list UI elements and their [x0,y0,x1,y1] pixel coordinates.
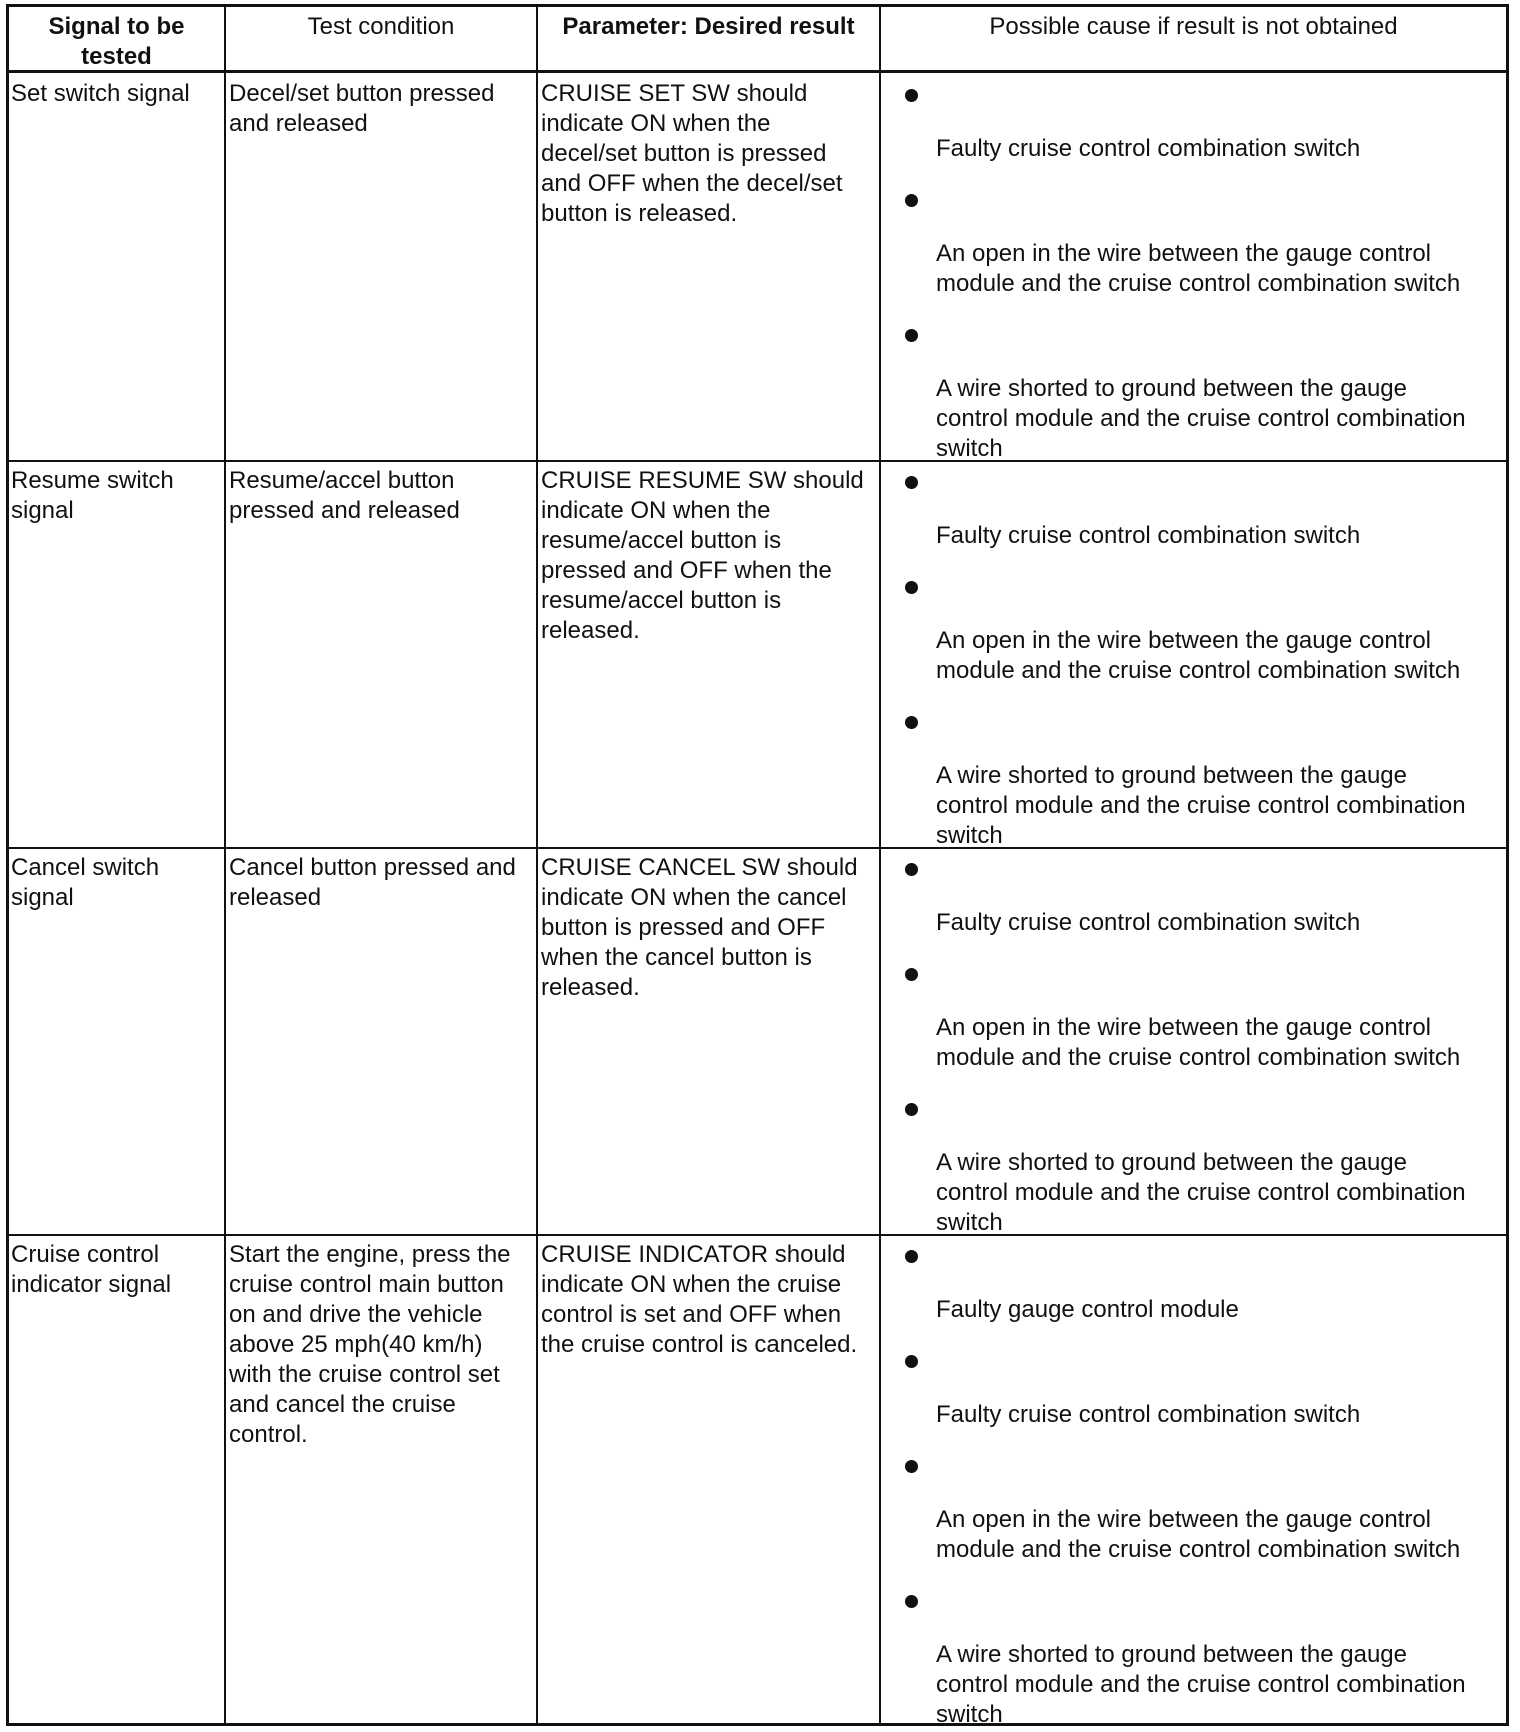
cause-item [936,1013,1460,1073]
text-line: Decel/set button pressed [229,80,495,107]
text-line: and cancel the cruise [229,1391,456,1418]
text-line: An open in the wire between the gauge control [936,240,1432,267]
text-line: Cancel button pressed and [229,854,516,881]
cause-item [936,1295,1239,1325]
row-1-signal [11,79,223,109]
cause-item [936,626,1460,686]
header-signal-label: Signal to be tested [48,13,185,70]
header-result [538,12,879,42]
bullet-icon [905,716,918,729]
text-line: button is pressed and OFF [541,914,826,941]
text-line: CRUISE SET SW should [541,80,808,107]
row-3-signal [11,853,223,913]
text-line: when the cancel button is [541,944,812,971]
text-line: pressed and released [229,497,460,524]
row-1-condition [229,79,534,139]
text-line: An open in the wire between the gauge control [936,1014,1432,1041]
row-2-result [541,466,877,646]
bullet-icon [905,89,918,102]
text-line: cruise control main button [229,1271,504,1298]
text-line: CRUISE RESUME SW should [541,467,864,494]
cause-item [936,1505,1460,1565]
row-4-signal [11,1240,223,1300]
row-2-condition [229,466,534,526]
text-line: module and the cruise control combination switch [936,1536,1461,1563]
bullet-icon [905,1250,918,1263]
header-condition-label: Test condition [307,13,455,40]
header-result-label: Parameter: Desired result [562,13,855,40]
text-line: Faulty cruise control combination switch [936,909,1361,936]
text-line: on and drive the vehicle [229,1301,483,1328]
text-line: Cancel switch [11,854,160,881]
text-line: indicator signal [11,1271,172,1298]
text-line: CRUISE INDICATOR should [541,1241,846,1268]
cause-item [936,239,1460,299]
text-line: An open in the wire between the gauge control [936,627,1432,654]
diagnostic-table [6,4,1509,1726]
text-line: with the cruise control set [229,1361,500,1388]
row-2-signal [11,466,223,526]
text-line: and OFF when the decel/set [541,170,843,197]
text-line: indicate ON when the cancel [541,884,847,911]
header-cause-label: Possible cause if result is not obtained [989,13,1398,40]
text-line: released [229,884,322,911]
text-line: A wire shorted to ground between the gauge [936,762,1407,789]
bullet-icon [905,581,918,594]
bullet-icon [905,968,918,981]
text-line: module and the cruise control combination switch [936,270,1461,297]
text-line: Faulty cruise control combination switch [936,1401,1361,1428]
row-4-condition [229,1240,534,1450]
text-line: indicate ON when the [541,497,771,524]
row-3-condition [229,853,534,913]
text-line: button is released. [541,200,738,227]
text-line: resume/accel button is [541,527,782,554]
text-line: Resume switch [11,467,174,494]
text-line: Faulty cruise control combination switch [936,135,1361,162]
text-line: Faulty cruise control combination switch [936,522,1361,549]
text-line: released. [541,617,640,644]
cause-item [936,908,1360,938]
text-line: control module and the cruise control combination [936,1671,1466,1698]
cause-item [936,1400,1360,1430]
text-line: Faulty gauge control module [936,1296,1239,1323]
bullet-icon [905,1355,918,1368]
text-line: and released [229,110,368,137]
text-line: control. [229,1421,308,1448]
header-cause [881,12,1506,42]
header-signal [9,12,224,72]
column-divider [224,7,226,1723]
text-line: A wire shorted to ground between the gauge [936,1149,1407,1176]
text-line: decel/set button is pressed [541,140,827,167]
column-divider [879,7,881,1723]
cause-item [936,1640,1466,1730]
text-line: A wire shorted to ground between the gauge [936,375,1407,402]
header-divider [9,70,1506,73]
text-line: A wire shorted to ground between the gauge [936,1641,1407,1668]
bullet-icon [905,1595,918,1608]
row-3-result [541,853,877,1003]
cause-item [936,521,1360,551]
text-line: control is set and OFF when [541,1301,842,1328]
text-line: pressed and OFF when the [541,557,832,584]
text-line: switch [936,435,1003,462]
bullet-icon [905,863,918,876]
cause-item [936,761,1466,851]
text-line: An open in the wire between the gauge control [936,1506,1432,1533]
text-line: control module and the cruise control combination [936,405,1466,432]
text-line: switch [936,822,1003,849]
text-line: switch [936,1701,1003,1728]
bullet-icon [905,329,918,342]
row-1-result [541,79,877,229]
text-line: CRUISE CANCEL SW should [541,854,858,881]
text-line: indicate ON when the [541,110,771,137]
text-line: module and the cruise control combination switch [936,657,1461,684]
cause-item [936,134,1360,164]
bullet-icon [905,1103,918,1116]
text-line: Cruise control [11,1241,160,1268]
cause-item [936,1148,1466,1238]
header-condition [226,12,536,42]
text-line: module and the cruise control combination switch [936,1044,1461,1071]
text-line: released. [541,974,640,1001]
row-4-result [541,1240,877,1360]
bullet-icon [905,194,918,207]
text-line: signal [11,884,74,911]
text-line: signal [11,497,74,524]
text-line: the cruise control is canceled. [541,1331,858,1358]
text-line: indicate ON when the cruise [541,1271,842,1298]
text-line: Resume/accel button [229,467,455,494]
text-line: resume/accel button is [541,587,782,614]
cause-item [936,374,1466,464]
text-line: Start the engine, press the [229,1241,511,1268]
text-line: control module and the cruise control combination [936,792,1466,819]
text-line: control module and the cruise control combination [936,1179,1466,1206]
column-divider [536,7,538,1723]
text-line: switch [936,1209,1003,1236]
text-line: Set switch signal [11,80,190,107]
text-line: above 25 mph(40 km/h) [229,1331,483,1358]
bullet-icon [905,476,918,489]
bullet-icon [905,1460,918,1473]
